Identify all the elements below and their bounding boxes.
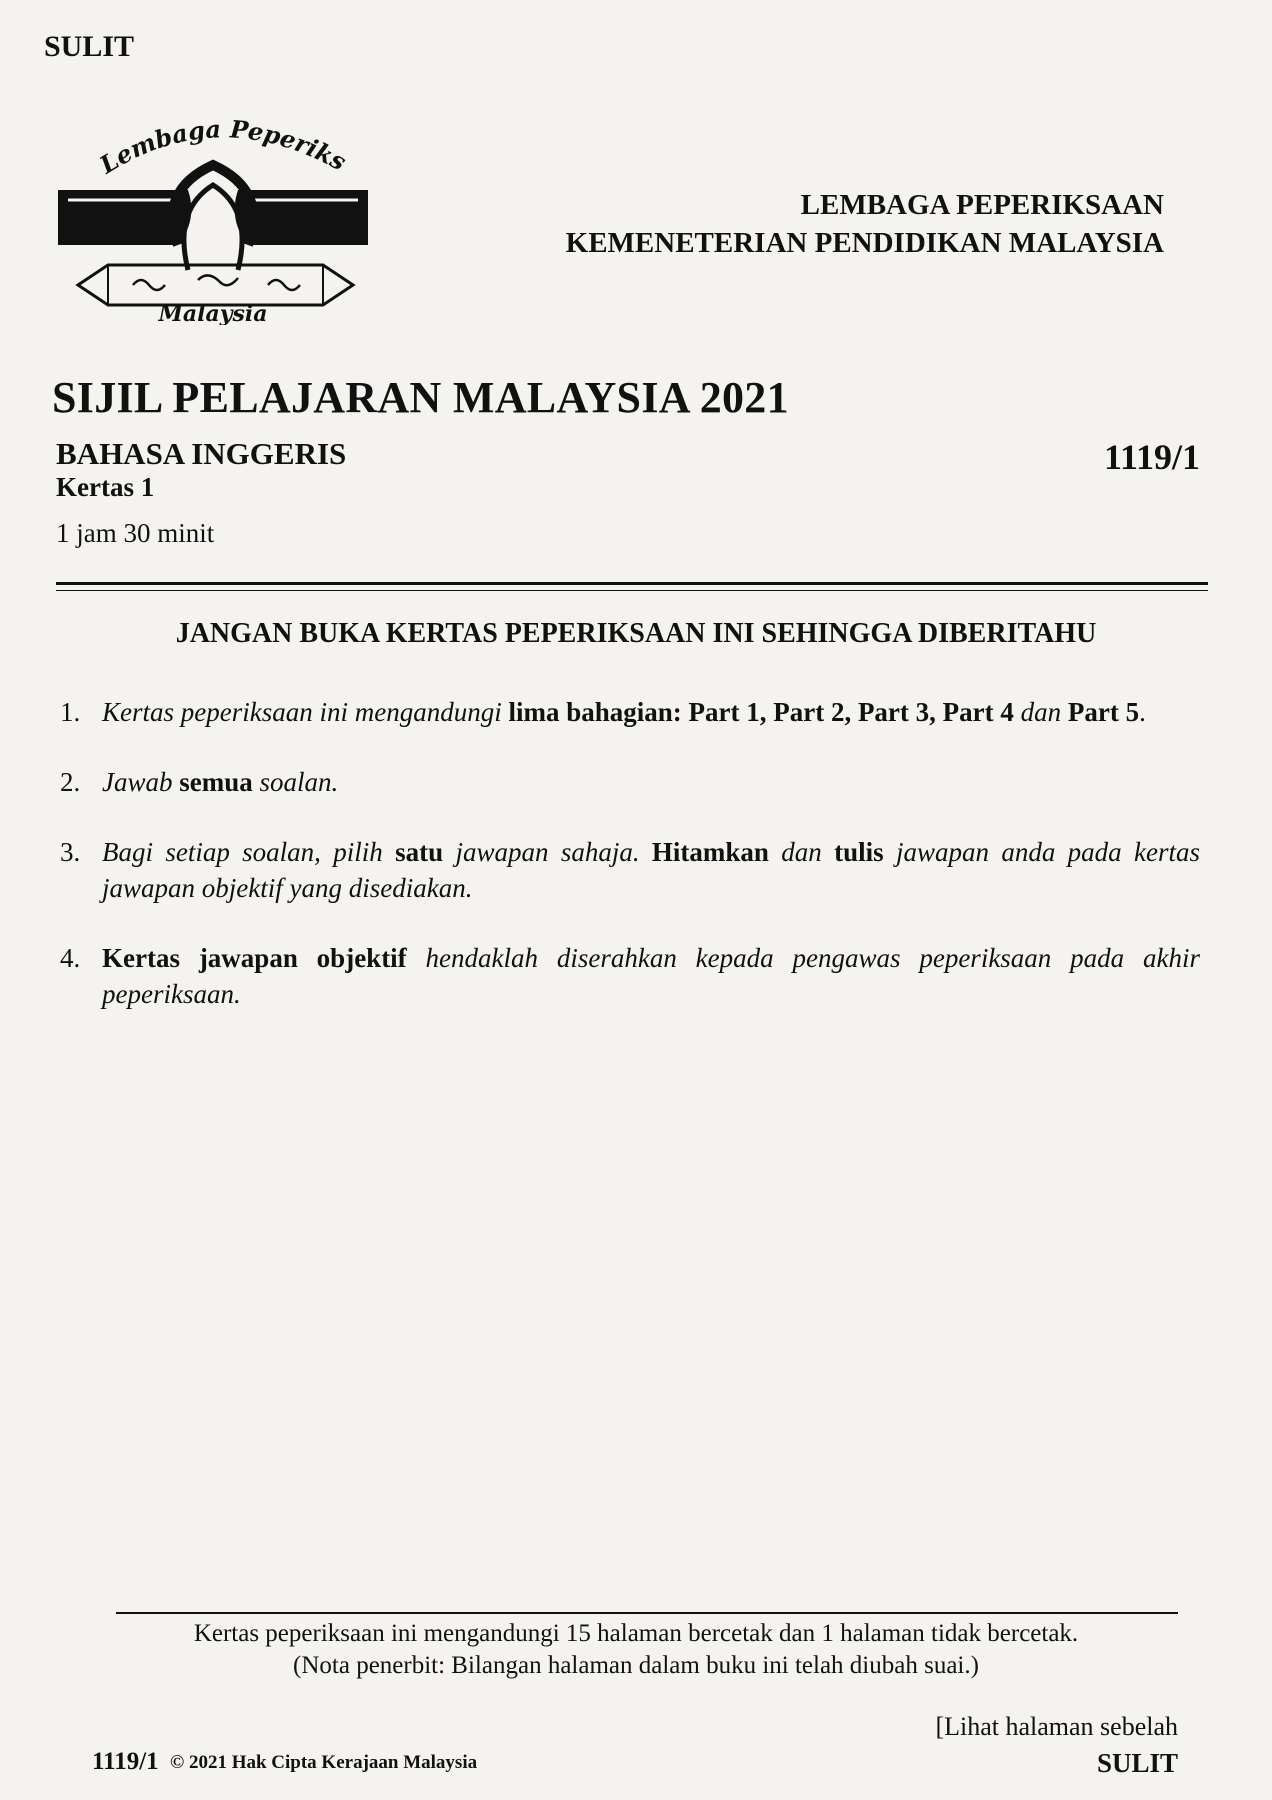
- instruction-text-run: tulis: [834, 837, 896, 867]
- instruction-text-run: satu: [395, 837, 456, 867]
- instruction-text-run: Jawab: [102, 767, 180, 797]
- exam-duration: 1 jam 30 minit: [56, 518, 215, 548]
- instruction-text: [102, 764, 1200, 800]
- header-divider-thick: [56, 582, 1208, 585]
- instructions-list: [60, 694, 1200, 1046]
- instruction-text-run: hendaklah diserahkan kepada pengawas peperiksaan pada akhir peperiksaan.: [102, 943, 1200, 1009]
- instruction-text: [102, 834, 1200, 906]
- instruction-text-run: jawapan anda pada kertas jawapan objektif yang disediakan.: [102, 837, 1200, 903]
- instruction-item: [60, 834, 1200, 906]
- copyright-notice: © 2021 Hak Cipta Kerajaan Malaysia: [170, 1752, 478, 1773]
- instruction-text-run: Bagi setiap soalan, pilih: [102, 837, 396, 867]
- logo-top-text: Lembaga Peperiks: [94, 120, 352, 180]
- footer-divider: [116, 1612, 1178, 1614]
- classification-label-top: SULIT: [44, 30, 135, 63]
- instruction-item: [60, 764, 1200, 800]
- instruction-text-run: Kertas peperiksaan ini mengandungi: [102, 697, 509, 727]
- classification-label-bottom: SULIT: [1096, 1748, 1178, 1778]
- exam-board-logo: [48, 120, 378, 325]
- instruction-text-run: dan: [781, 837, 835, 867]
- page-count-note: Kertas peperiksaan ini mengandungi 15 halaman bercetak dan 1 halaman tidak bercetak.: [193, 1620, 1079, 1647]
- next-page-note: [Lihat halaman sebelah: [935, 1712, 1178, 1741]
- instruction-number: 1.: [60, 697, 81, 727]
- instruction-text-run: Hitamkan: [651, 837, 782, 867]
- instruction-item: [60, 694, 1200, 730]
- footer-paper-code: 1119/1: [92, 1748, 159, 1775]
- exam-title: SIJIL PELAJARAN MALAYSIA 2021: [52, 373, 789, 422]
- instruction-text-run: .: [1139, 697, 1146, 727]
- instruction-text-run: jawapan sahaja.: [455, 837, 652, 867]
- instruction-item: [60, 940, 1200, 1012]
- instruction-number: 3.: [60, 837, 81, 867]
- do-not-open-warning: JANGAN BUKA KERTAS PEPERIKSAAN INI SEHINGGA DIBERITAHU: [175, 618, 1097, 649]
- exam-subject: BAHASA INGGERIS: [56, 436, 347, 471]
- logo-bottom-text: Malaysia: [158, 301, 268, 325]
- exam-board-name: [566, 186, 1164, 262]
- paper-code: 1119/1: [1103, 437, 1200, 477]
- instruction-text-run: Kertas jawapan objektif: [102, 943, 426, 973]
- instruction-text-run: Part 5: [1067, 697, 1140, 727]
- instruction-text-run: lima bahagian: Part 1, Part 2, Part 3, Part 4: [508, 697, 1021, 727]
- instruction-text: [102, 694, 1200, 730]
- instruction-text-run: semua: [179, 767, 260, 797]
- paper-number: Kertas 1: [56, 472, 155, 502]
- instruction-number: 2.: [60, 767, 81, 797]
- publisher-note: (Nota penerbit: Bilangan halaman dalam buku ini telah diubah suai.): [293, 1652, 979, 1679]
- header-divider-thin: [56, 590, 1208, 591]
- instruction-text-run: dan: [1020, 697, 1068, 727]
- logo-emblem-icon: [48, 120, 378, 325]
- board-line-1: LEMBAGA PEPERIKSAAN: [800, 189, 1164, 221]
- board-line-2: KEMENETERIAN PENDIDIKAN MALAYSIA: [565, 227, 1164, 259]
- instruction-text-run: soalan.: [259, 767, 339, 797]
- instruction-number: 4.: [60, 943, 81, 973]
- instruction-text: [102, 940, 1200, 1012]
